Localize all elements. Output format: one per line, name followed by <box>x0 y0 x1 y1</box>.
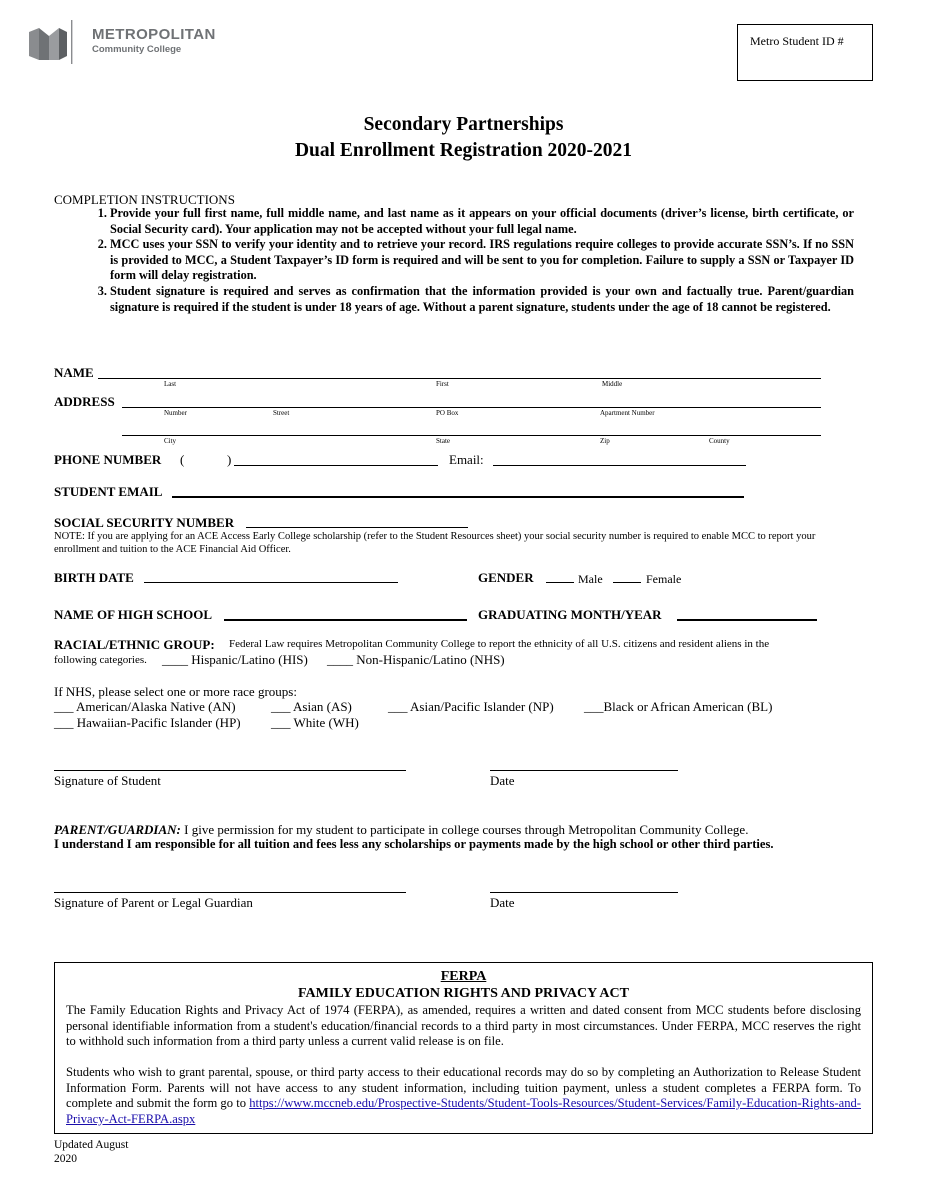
phone-number-field[interactable] <box>234 465 438 466</box>
high-school-field[interactable] <box>224 619 467 621</box>
student-email-field[interactable] <box>172 496 744 498</box>
ferpa-title: FERPA <box>440 969 487 984</box>
hispanic-option[interactable]: ____ Hispanic/Latino (HIS) <box>162 652 308 667</box>
logo <box>27 18 77 66</box>
address-caption-county: County <box>709 437 730 445</box>
student-id-box[interactable] <box>737 24 873 81</box>
racial-label: RACIAL/ETHNIC GROUP: <box>54 637 215 652</box>
address-caption-city: City <box>164 437 177 445</box>
instruction-item: 3. Student signature is required and serves as confirmation that the information provided is your own and factually true. Parent/guardian signature is required if the student is under 18 years of age. Without a parent signature, students under the age of 18 cannot be registered. <box>110 284 854 315</box>
racial-text: Federal Law requires Metropolitan Community College to report the ethnicity of all U.S. citizens and resident aliens in the <box>229 638 770 650</box>
address-caption-apartment: Apartment Number <box>600 409 655 417</box>
student-email-label: STUDENT EMAIL <box>54 484 163 499</box>
logo-subtitle: Community College <box>92 44 182 55</box>
gender-male-label: Male <box>578 572 603 586</box>
name-caption-middle: Middle <box>602 380 623 388</box>
parent-label: PARENT/GUARDIAN: <box>54 822 181 837</box>
ferpa-subtitle: FAMILY EDUCATION RIGHTS AND PRIVACY ACT <box>298 986 629 1001</box>
student-signature-field[interactable] <box>54 770 406 771</box>
student-date-label: Date <box>490 773 515 788</box>
name-caption-first: First <box>436 380 449 388</box>
logo-mark-icon <box>27 18 77 66</box>
name-caption-last: Last <box>164 380 177 388</box>
ferpa-paragraph-2 <box>66 1065 861 1127</box>
phone-area-code-field[interactable] <box>186 452 226 466</box>
parent-date-label: Date <box>490 895 515 910</box>
parent-signature-label: Signature of Parent or Legal Guardian <box>54 895 253 910</box>
racial-text-2: following categories. <box>54 654 147 666</box>
address-line-2-field[interactable] <box>122 435 821 436</box>
parent-statement <box>54 822 854 838</box>
address-line-1-field[interactable] <box>122 407 821 408</box>
non-hispanic-option[interactable]: ____ Non-Hispanic/Latino (NHS) <box>327 652 505 667</box>
updated-line-2: 2020 <box>54 1153 77 1165</box>
address-caption-number: Number <box>164 409 187 417</box>
page-subtitle: Dual Enrollment Registration 2020-2021 <box>294 140 633 161</box>
gender-male-field[interactable] <box>546 582 574 583</box>
address-caption-zip: Zip <box>600 437 610 445</box>
instructions-heading: COMPLETION INSTRUCTIONS <box>54 192 235 207</box>
race-an-option[interactable]: ___ American/Alaska Native (AN) <box>54 699 236 714</box>
name-label: NAME <box>54 365 94 380</box>
instruction-item: 2. MCC uses your SSN to verify your identity and to retrieve your record. IRS regulations require colleges to provide accurate SSN’s. If no SSN is provided to MCC, a Student Taxpayer’s ID form is required and will be sent to you for completion. Failure to supply a SSN or Taxpayer ID form will delay registration. <box>110 237 854 284</box>
phone-area-close: ) <box>227 452 232 467</box>
birth-date-field[interactable] <box>144 582 398 583</box>
gender-female-field[interactable] <box>613 582 641 583</box>
phone-area-open: ( <box>180 452 185 467</box>
ssn-label: SOCIAL SECURITY NUMBER <box>54 515 235 530</box>
name-field[interactable] <box>98 378 821 379</box>
updated-note <box>54 1138 128 1166</box>
student-signature-label: Signature of Student <box>54 773 161 788</box>
nhs-prompt: If NHS, please select one or more race groups: <box>54 684 297 699</box>
updated-line-1: Updated August <box>54 1139 129 1151</box>
student-id-label: Metro Student ID # <box>750 34 844 48</box>
race-np-option[interactable]: ___ Asian/Pacific Islander (NP) <box>388 699 554 714</box>
phone-label: PHONE NUMBER <box>54 452 162 467</box>
ferpa-form-link[interactable]: https://www.mccneb.edu/Prospective-Students/Student-Tools-Resources/Student-Services/Family-Education-Rights-and-Privacy-Act-FERPA.aspx <box>66 1096 861 1126</box>
parent-date-field[interactable] <box>490 892 678 893</box>
gender-female-label: Female <box>646 572 682 586</box>
logo-name: METROPOLITAN <box>92 26 216 43</box>
gender-label: GENDER <box>478 570 534 585</box>
high-school-label: NAME OF HIGH SCHOOL <box>54 607 213 622</box>
graduating-field[interactable] <box>677 619 817 621</box>
ferpa-paragraph-1: The Family Education Rights and Privacy Act of 1974 (FERPA), as amended, requires a written and dated consent from MCC students before disclosing personal identifiable information from a student's education/financial records to a third party in most circumstances. Under FERPA, MCC reserves the right to withhold such information from a third party unless a current valid release is on file. <box>66 1003 861 1049</box>
race-wh-option[interactable]: ___ White (WH) <box>271 715 359 730</box>
birth-date-label: BIRTH DATE <box>54 570 134 585</box>
address-caption-pobox: PO Box <box>436 409 459 417</box>
page-title: Secondary Partnerships <box>363 114 564 135</box>
instructions-list <box>54 206 854 315</box>
email-label: Email: <box>449 452 484 467</box>
address-caption-state: State <box>436 437 450 445</box>
ferpa-paragraph-2-text: Students who wish to grant parental, spouse, or third party access to their educational records may do so by completing an Authorization to Release Student Information Form. Parents will not have access to any student information, including tuition payment, unless a student completes a FERPA form. To complete and submit the form go to <box>66 1065 861 1111</box>
instruction-item: 1. Provide your full first name, full middle name, and last name as it appears on your official documents (driver’s license, birth certificate, or Social Security card). Your application may not be accepted without your full legal name. <box>110 206 854 237</box>
race-as-option[interactable]: ___ Asian (AS) <box>271 699 352 714</box>
race-hp-option[interactable]: ___ Hawaiian-Pacific Islander (HP) <box>54 715 241 730</box>
graduating-label: GRADUATING MONTH/YEAR <box>478 607 662 622</box>
address-caption-street: Street <box>273 409 290 417</box>
race-bl-option[interactable]: ___Black or African American (BL) <box>584 699 773 714</box>
parent-signature-field[interactable] <box>54 892 406 893</box>
email-field[interactable] <box>493 465 746 466</box>
student-date-field[interactable] <box>490 770 678 771</box>
parent-text: I give permission for my student to participate in college courses through Metropolitan Community College. <box>184 822 749 837</box>
ssn-field[interactable] <box>246 527 468 528</box>
ssn-note: NOTE: If you are applying for an ACE Access Early College scholarship (refer to the Student Resources sheet) your social security number is required to enable MCC to report your enrollment and tuition to the ACE Financial Aid Officer. <box>54 531 816 555</box>
parent-responsibility: I understand I am responsible for all tuition and fees less any scholarships or payments made by the high school or other third parties. <box>54 837 774 851</box>
address-label: ADDRESS <box>54 394 115 409</box>
